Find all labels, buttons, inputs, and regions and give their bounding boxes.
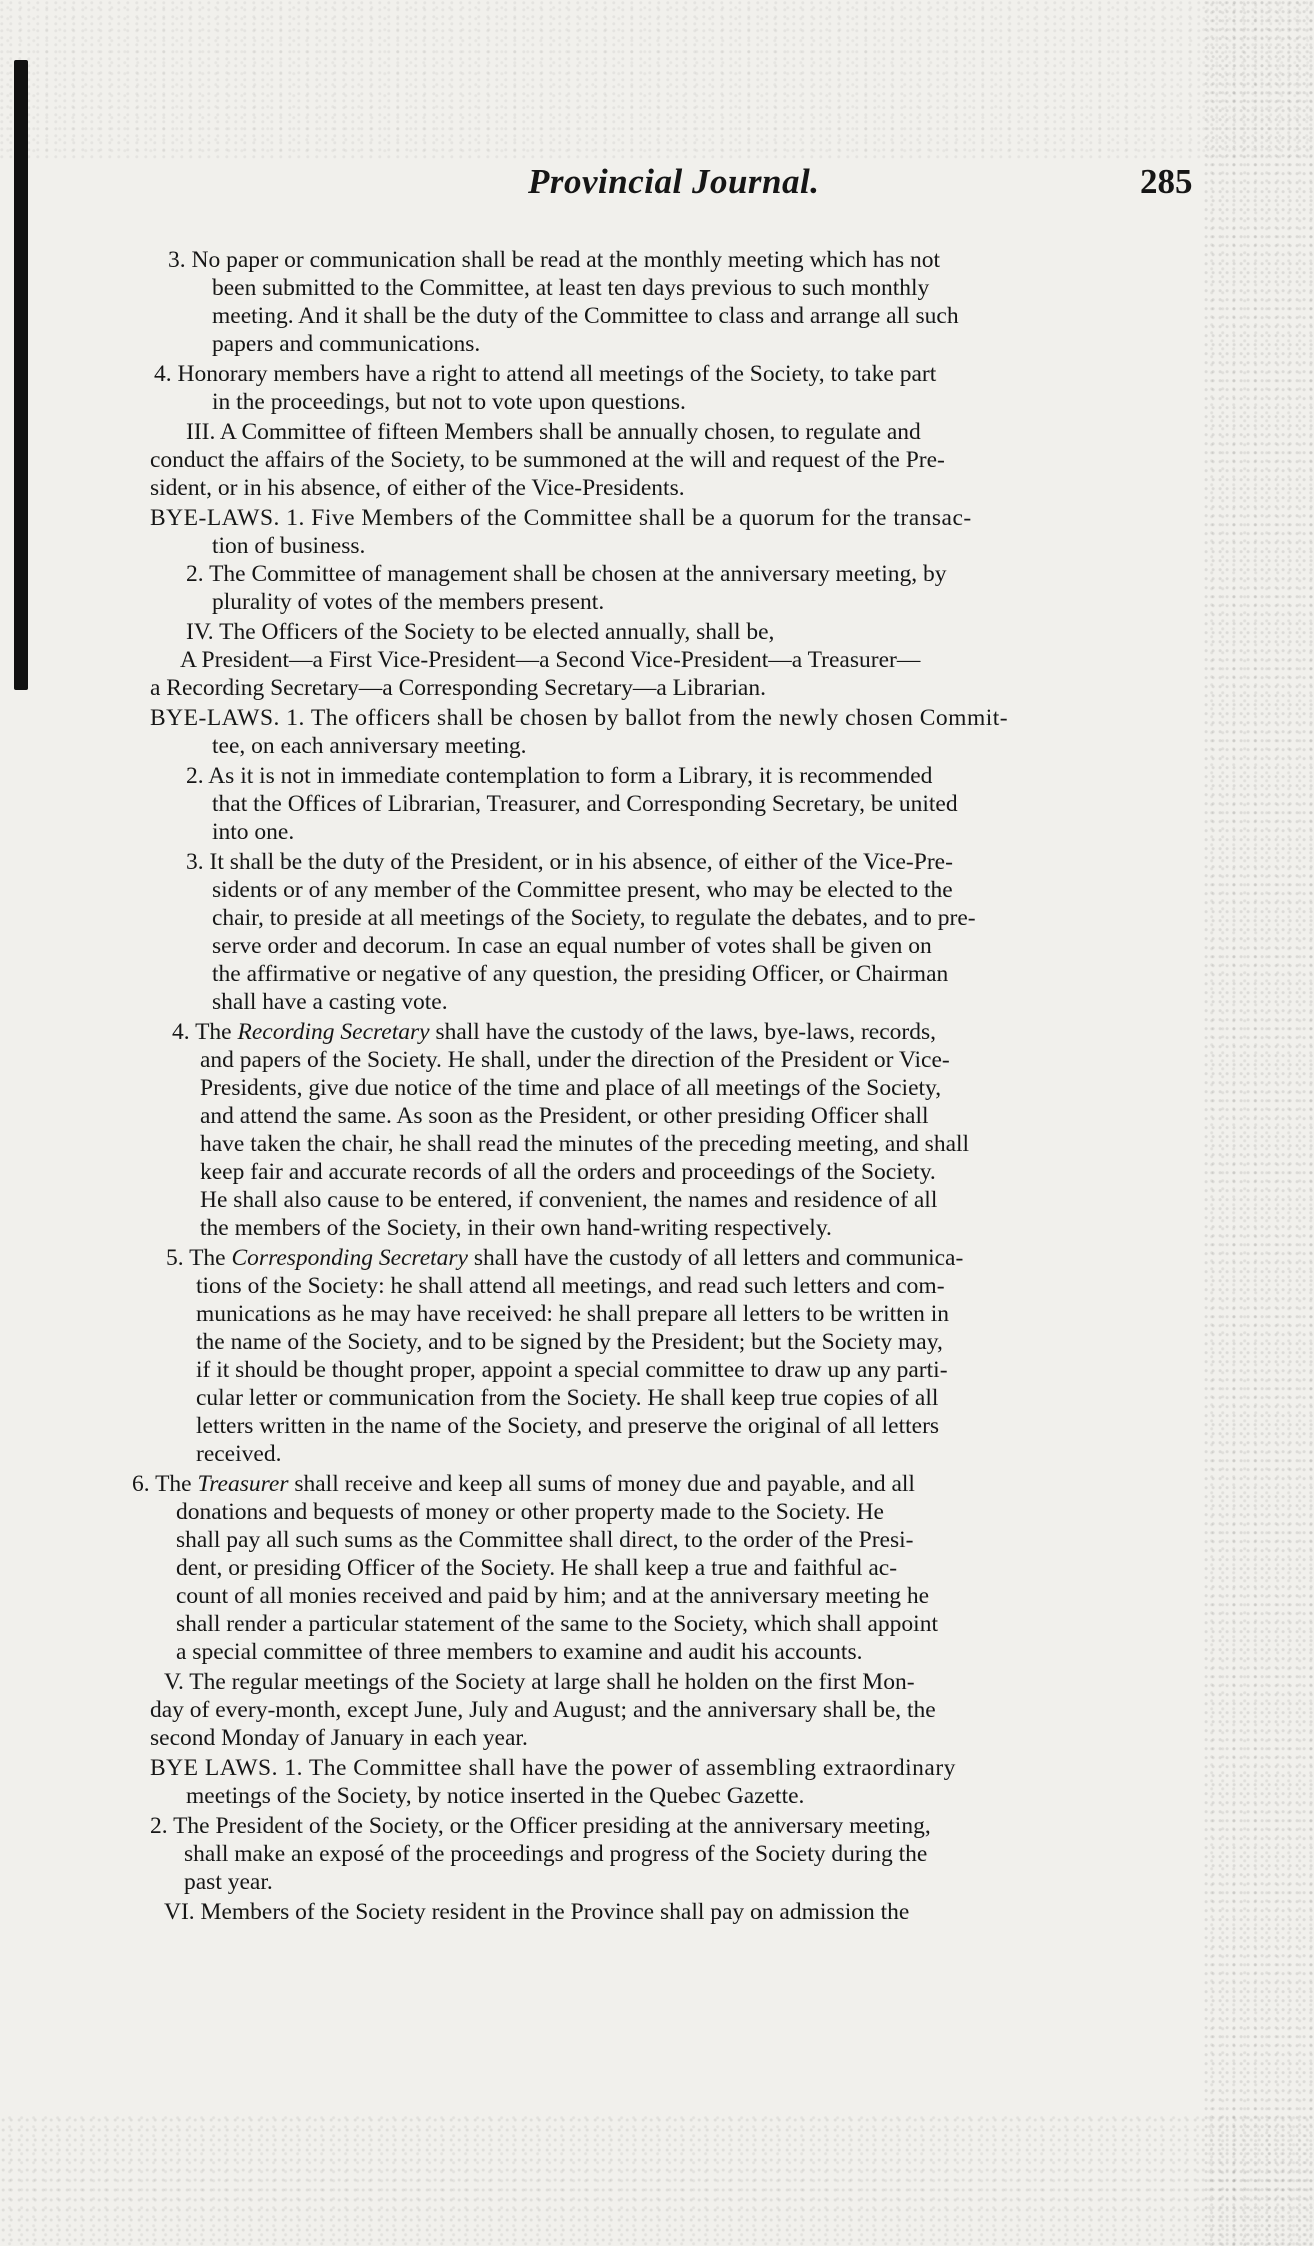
text-line: the affirmative or negative of any question, the presiding Officer, or Chairman xyxy=(212,961,949,987)
text-line: and papers of the Society. He shall, under the direction of the President or Vice- xyxy=(200,1047,950,1073)
text-line: and attend the same. As soon as the President, or other presiding Officer shall xyxy=(200,1103,929,1129)
text-line: plurality of votes of the members present. xyxy=(212,589,605,615)
text-line: tion of business. xyxy=(212,533,366,559)
text-line: past year. xyxy=(184,1869,273,1895)
text-line: the name of the Society, and to be signed by the President; but the Society may, xyxy=(196,1329,943,1355)
text-line: conduct the affairs of the Society, to be summoned at the will and request of the Pre- xyxy=(150,447,945,473)
page-header xyxy=(0,162,1314,212)
text-line: letters written in the name of the Society, and preserve the original of all letters xyxy=(196,1413,940,1439)
text-line: papers and communications. xyxy=(212,331,481,357)
text-line: the members of the Society, in their own hand-writing respectively. xyxy=(200,1215,832,1241)
scan-noise-top xyxy=(0,0,1314,160)
text-line: a Recording Secretary—a Corresponding Secretary—a Librarian. xyxy=(150,675,766,701)
text-line: III. A Committee of fifteen Members shall be annually chosen, to regulate and xyxy=(186,419,921,445)
text-line: A President—a First Vice-President—a Second Vice-President—a Treasurer— xyxy=(180,647,921,673)
text-line: meetings of the Society, by notice inserted in the Quebec Gazette. xyxy=(186,1783,805,1809)
text-line: 3. It shall be the duty of the President, or in his absence, of either of the Vice-Pre- xyxy=(186,849,953,875)
text-line: in the proceedings, but not to vote upon questions. xyxy=(212,389,686,415)
binding-shadow-bar xyxy=(14,60,28,690)
text-line: 5. The Corresponding Secretary shall have the custody of all letters and communica- xyxy=(166,1245,964,1271)
text-line: shall render a particular statement of the same to the Society, which shall appoint xyxy=(176,1611,938,1637)
text-line: shall pay all such sums as the Committee shall direct, to the order of the Presi- xyxy=(176,1527,914,1553)
page-number: 285 xyxy=(1140,162,1193,201)
text-line: been submitted to the Committee, at least ten days previous to such monthly xyxy=(212,275,930,301)
text-line: sidents or of any member of the Committee present, who may be elected to the xyxy=(212,877,953,903)
text-line: V. The regular meetings of the Society at large shall he holden on the first Mon- xyxy=(164,1669,915,1695)
text-line: 2. The Committee of management shall be chosen at the anniversary meeting, by xyxy=(186,561,947,587)
text-line: shall make an exposé of the proceedings and progress of the Society during the xyxy=(184,1841,928,1867)
text-line: sident, or in his absence, of either of the Vice-Presidents. xyxy=(150,475,685,501)
text-line: cular letter or communication from the Society. He shall keep true copies of all xyxy=(196,1385,939,1411)
text-line: that the Offices of Librarian, Treasurer, and Corresponding Secretary, be united xyxy=(212,791,958,817)
text-line: 2. As it is not in immediate contemplation to form a Library, it is recommended xyxy=(186,763,933,789)
running-head: Provincial Journal. xyxy=(528,162,820,201)
text-line: 4. Honorary members have a right to attend all meetings of the Society, to take part xyxy=(154,361,937,387)
text-line: 2. The President of the Society, or the Officer presiding at the anniversary meeting, xyxy=(150,1813,931,1839)
text-line: BYE-LAWS. 1. The officers shall be chosen by ballot from the newly chosen Commit- xyxy=(150,705,1009,731)
text-line: tions of the Society: he shall attend all meetings, and read such letters and com- xyxy=(196,1273,945,1299)
text-line: a special committee of three members to examine and audit his accounts. xyxy=(176,1639,863,1665)
text-line: munications as he may have received: he shall prepare all letters to be written in xyxy=(196,1301,950,1327)
text-line: count of all monies received and paid by him; and at the anniversary meeting he xyxy=(176,1583,930,1609)
text-line: keep fair and accurate records of all the orders and proceedings of the Society. xyxy=(200,1159,936,1185)
text-line: BYE-LAWS. 1. Five Members of the Committee shall be a quorum for the transac- xyxy=(150,505,972,531)
text-line: serve order and decorum. In case an equal number of votes shall be given on xyxy=(212,933,932,959)
text-line: chair, to preside at all meetings of the Society, to regulate the debates, and to pre- xyxy=(212,905,976,931)
text-line: dent, or presiding Officer of the Society. He shall keep a true and faithful ac- xyxy=(176,1555,898,1581)
text-line: Presidents, give due notice of the time and place of all meetings of the Society, xyxy=(200,1075,942,1101)
scan-noise-bottom xyxy=(0,2116,1314,2246)
text-line: received. xyxy=(196,1441,282,1467)
text-line: 6. The Treasurer shall receive and keep all sums of money due and payable, and all xyxy=(132,1471,915,1497)
text-line: VI. Members of the Society resident in the Province shall pay on admission the xyxy=(164,1899,910,1925)
text-line: shall have a casting vote. xyxy=(212,989,448,1015)
scan-noise-right-edge xyxy=(1204,0,1314,2246)
text-line: donations and bequests of money or other property made to the Society. He xyxy=(176,1499,884,1525)
text-line: if it should be thought proper, appoint a special committee to draw up any parti- xyxy=(196,1357,948,1383)
text-line: 3. No paper or communication shall be read at the monthly meeting which has not xyxy=(168,247,941,273)
italic-term: Corresponding Secretary xyxy=(231,1245,468,1271)
text-line: IV. The Officers of the Society to be elected annually, shall be, xyxy=(186,619,775,645)
text-line: day of every-month, except June, July and August; and the anniversary shall be, the xyxy=(150,1697,936,1723)
text-line: into one. xyxy=(212,819,295,845)
text-line: have taken the chair, he shall read the minutes of the preceding meeting, and shall xyxy=(200,1131,970,1157)
text-line: meeting. And it shall be the duty of the Committee to class and arrange all such xyxy=(212,303,959,329)
text-line: tee, on each anniversary meeting. xyxy=(212,733,527,759)
text-line: BYE LAWS. 1. The Committee shall have the power of assembling extraordinary xyxy=(150,1755,956,1781)
italic-term: Recording Secretary xyxy=(237,1019,430,1045)
text-line: 4. The Recording Secretary shall have the custody of the laws, bye-laws, records, xyxy=(172,1019,936,1045)
text-line: second Monday of January in each year. xyxy=(150,1725,528,1751)
text-line: He shall also cause to be entered, if convenient, the names and residence of all xyxy=(200,1187,938,1213)
italic-term: Treasurer xyxy=(197,1471,289,1497)
